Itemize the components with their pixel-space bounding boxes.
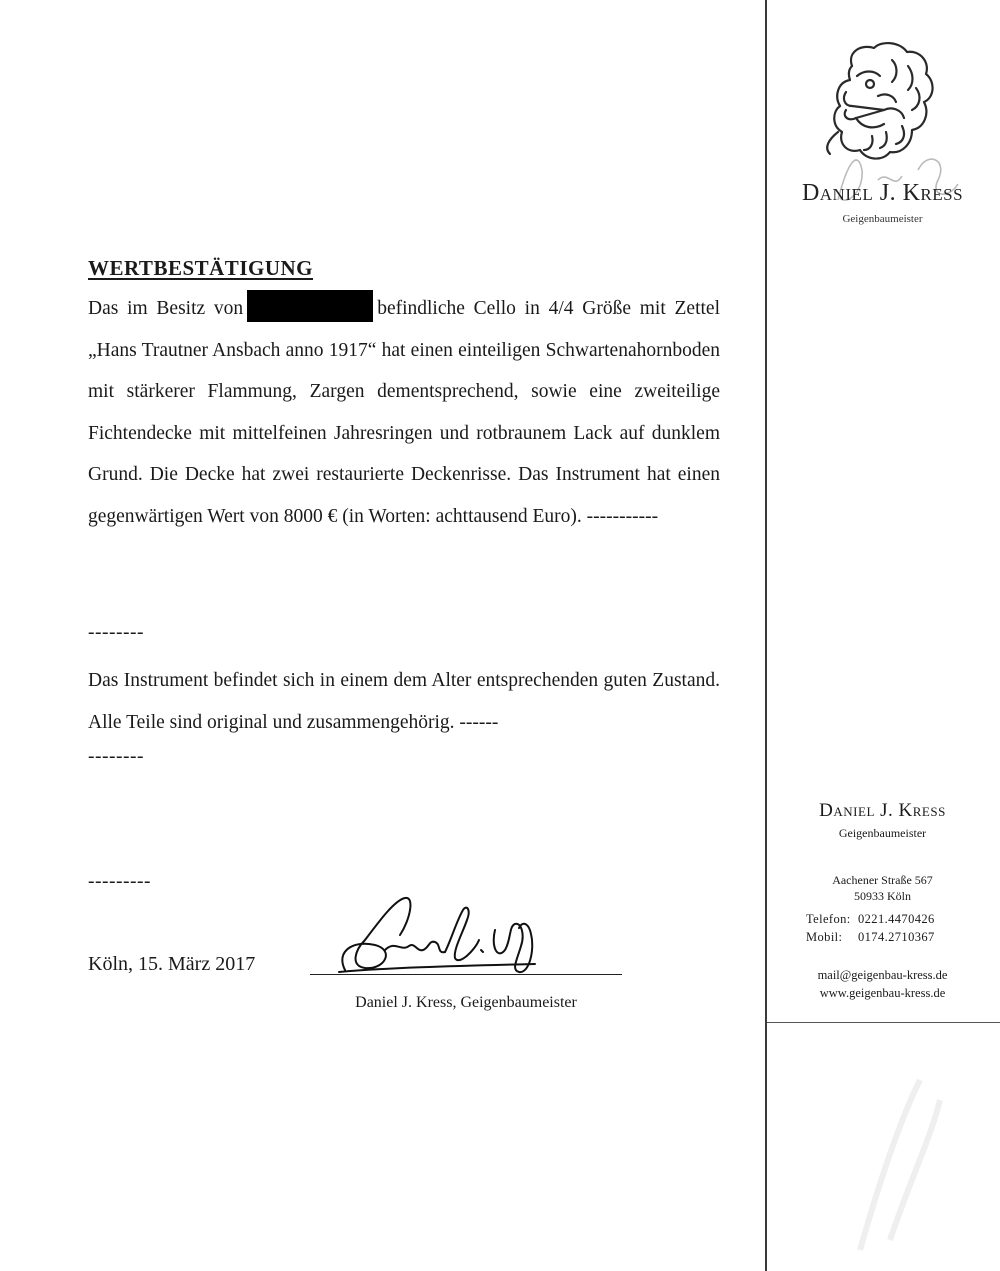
phone-label: Telefon: (806, 912, 851, 926)
letterhead-brand: Daniel J. Kress (801, 180, 964, 206)
mobile-label: Mobil: (806, 930, 843, 944)
watermark-signature-mark (840, 1060, 960, 1260)
contact-email: mail@geigenbau-kress.de (817, 968, 948, 982)
phone-number: 0221.4470426 (858, 912, 935, 926)
contact-city: 50933 Köln (854, 889, 911, 903)
handwritten-signature (325, 890, 555, 980)
contact-title: Geigenbaumeister (838, 826, 927, 840)
dash-line: --------- (88, 871, 151, 892)
contact-street: Aachener Straße 567 (832, 873, 933, 887)
contact-phone-row (806, 911, 935, 928)
sidebar-divider (767, 1022, 1000, 1023)
paragraph-condition: Das Instrument befindet sich in einem dem Alter entsprechenden guten Zustand. Alle Teile sind original und zusammengehörig. ------ (88, 670, 720, 733)
paragraph-rest: befindliche Cello in 4/4 Größe mit Zettel „Hans Trautner Ansbach anno 1917“ hat einen einteiligen Schwartenahornboden mit stärkerer Flammung, Zargen dementsprechend, sowie eine zweiteilige Fichtendecke mit mittelfeinen Jahresringen und rotbraunem Lack auf dunklem Grund. Die Decke hat zwei restaurierte Deckenrisse. Das Instrument hat einen gegenwärtigen Wert von 8000 € (in Worten: achttausend Euro). ----------- (88, 298, 720, 527)
paragraph-description (88, 288, 720, 537)
contact-mobile-row (806, 929, 935, 946)
redacted-owner-name (247, 290, 373, 322)
contact-website: www.geigenbau-kress.de (819, 986, 946, 1000)
document-title: WERTBESTÄTIGUNG (88, 256, 313, 280)
dash-line: -------- (88, 622, 144, 643)
dash-line: -------- (88, 746, 144, 767)
letterhead-subtitle: Geigenbaumeister (842, 213, 923, 225)
mobile-number: 0174.2710367 (858, 930, 935, 944)
place-date: Köln, 15. März 2017 (88, 953, 256, 975)
signatory-name: Daniel J. Kress, Geigenbaumeister (355, 994, 577, 1011)
contact-name: Daniel J. Kress (819, 800, 946, 821)
margin-divider (765, 0, 767, 1271)
paragraph-start: Das im Besitz von (88, 298, 244, 319)
signature-line (310, 974, 622, 975)
